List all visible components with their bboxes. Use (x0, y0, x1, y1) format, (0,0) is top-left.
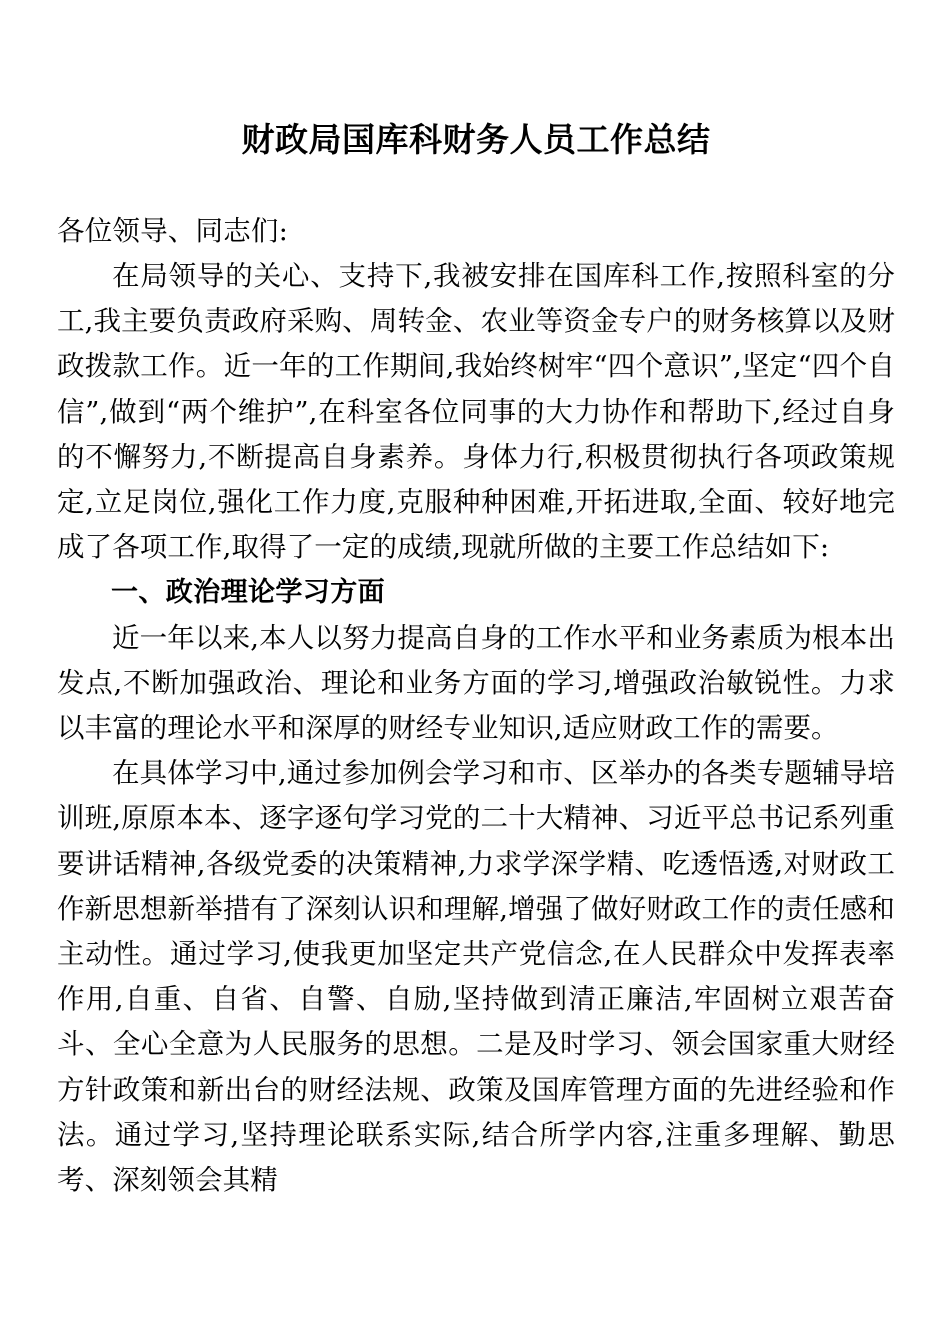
section-heading-political-theory-study: 一、政治理论学习方面 (111, 577, 385, 609)
paragraph-study-objectives: 近一年以来,本人以努力提高自身的工作水平和业务素质为根本出发点,不断加强政治、理论和业务方面的学习,增强政治敏锐性。力求以丰富的理论水平和深厚的财经专业知识,适应财政工作的需要。 (57, 621, 895, 745)
paragraph-study-details: 在具体学习中,通过参加例会学习和市、区举办的各类专题辅导培训班,原原本本、逐字逐句学习党的二十大精神、习近平总书记系列重要讲话精神,各级党委的决策精神,力求学深学精、吃透悟透,对财政工作新思想新举措有了深刻认识和理解,增强了做好财政工作的责任感和主动性。通过学习,使我更加坚定共产党信念,在人民群众中发挥表率作用,自重、自省、自警、自励,坚持做到清正廉洁,牢固树立艰苦奋斗、全心全意为人民服务的思想。二是及时学习、领会国家重大财经方针政策和新出台的财经法规、政策及国库管理方面的先进经验和作法。通过学习,坚持理论联系实际,结合所学内容,注重多理解、勤思考、深刻领会其精 (57, 757, 895, 1197)
salutation-line: 各位领导、同志们: (57, 215, 289, 247)
paragraph-opening: 在局领导的关心、支持下,我被安排在国库科工作,按照科室的分工,我主要负责政府采购、周转金、农业等资金专户的财务核算以及财政拨款工作。近一年的工作期间,我始终树牢“四个意识”,坚定“四个自信”,做到“两个维护”,在科室各位同事的大力协作和帮助下,经过自身的不懈努力,不断提高自身素养。身体力行,积极贯彻执行各项政策规定,立足岗位,强化工作力度,克服种种困难,开拓进取,全面、较好地完成了各项工作,取得了一定的成绩,现就所做的主要工作总结如下: (57, 260, 895, 564)
page-title: 财政局国库科财务人员工作总结 (241, 120, 711, 159)
document-text-column (57, 0, 895, 1203)
